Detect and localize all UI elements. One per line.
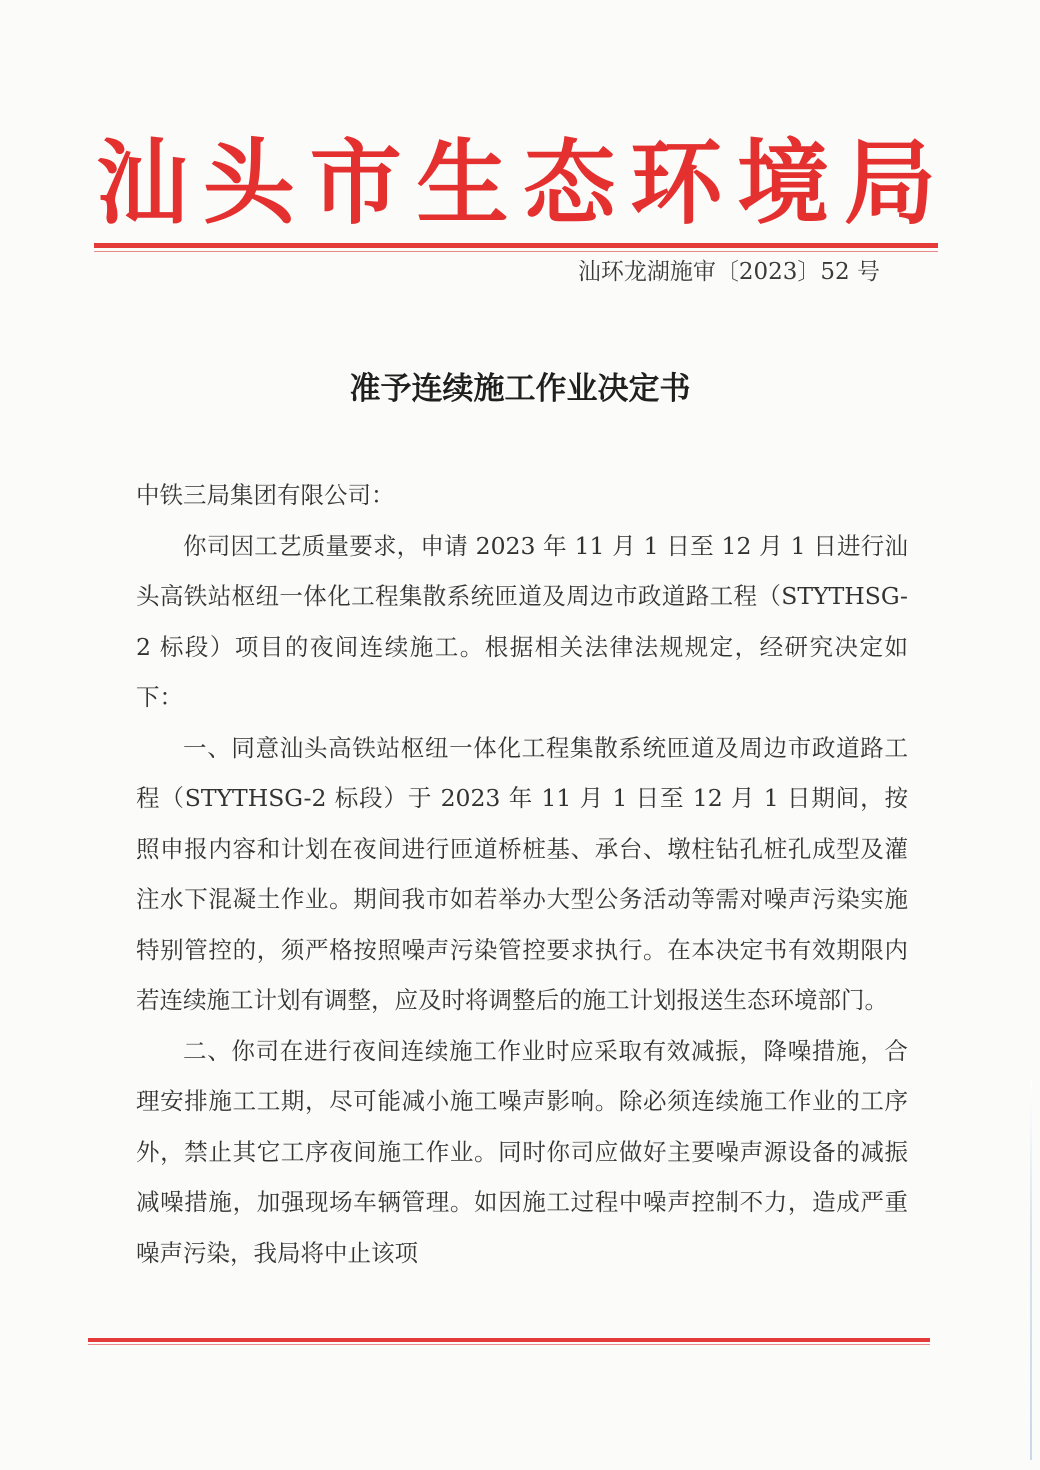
salutation: 中铁三局集团有限公司： bbox=[136, 481, 395, 509]
agency-char: 态 bbox=[523, 129, 616, 237]
header-red-rule bbox=[94, 243, 938, 248]
document-body bbox=[136, 470, 908, 1278]
agency-header bbox=[96, 128, 936, 238]
agency-char: 汕 bbox=[96, 129, 189, 237]
scan-edge-mark bbox=[1030, 1080, 1032, 1460]
body-paragraph: 二、你司在进行夜间连续施工作业时应采取有效减振，降噪措施，合理安排施工工期，尽可能减小施工噪声影响。除必须连续施工作业的工序外，禁止其它工序夜间施工作业。同时你司应做好主要噪声源设备的减振减噪措施，加强现场车辆管理。如因施工过程中噪声控制不力，造成严重噪声污染，我局将中止该项 bbox=[136, 1036, 908, 1267]
header-red-rule-thin bbox=[94, 251, 938, 252]
body-paragraph: 一、同意汕头高铁站枢纽一体化工程集散系统匝道及周边市政道路工程（STYTHSG-2 标段）于 2023 年 11 月 1 日至 12 月 1 日期间，按照申报内容和计划在夜间进行匝道桥桩基、承台、墩柱钻孔桩孔成型及灌注水下混凝土作业。期间我市如若举办大型公务活动等需对噪声污染实施特别管控的，须严格按照噪声污染管控要求执行。在本决定书有效期限内若连续施工计划有调整，应及时将调整后的施工计划报送生态环境部门。 bbox=[136, 733, 908, 1014]
agency-char: 环 bbox=[630, 129, 723, 237]
agency-char: 头 bbox=[202, 129, 295, 237]
footer-red-rule-thin bbox=[88, 1344, 930, 1345]
body-paragraph: 你司因工艺质量要求，申请 2023 年 11 月 1 日至 12 月 1 日进行汕头高铁站枢纽一体化工程集散系统匝道及周边市政道路工程（STYTHSG-2 标段）项目的夜间连续施工。根据相关法律法规规定，经研究决定如下： bbox=[136, 531, 908, 711]
agency-char: 市 bbox=[309, 129, 402, 237]
document-title: 准予连续施工作业决定书 bbox=[349, 371, 691, 407]
footer-red-rule bbox=[88, 1338, 930, 1342]
agency-char: 生 bbox=[416, 129, 509, 237]
agency-char: 局 bbox=[843, 129, 936, 237]
agency-char: 境 bbox=[737, 129, 830, 237]
document-number: 汕环龙湖施审〔2023〕52 号 bbox=[577, 259, 880, 285]
